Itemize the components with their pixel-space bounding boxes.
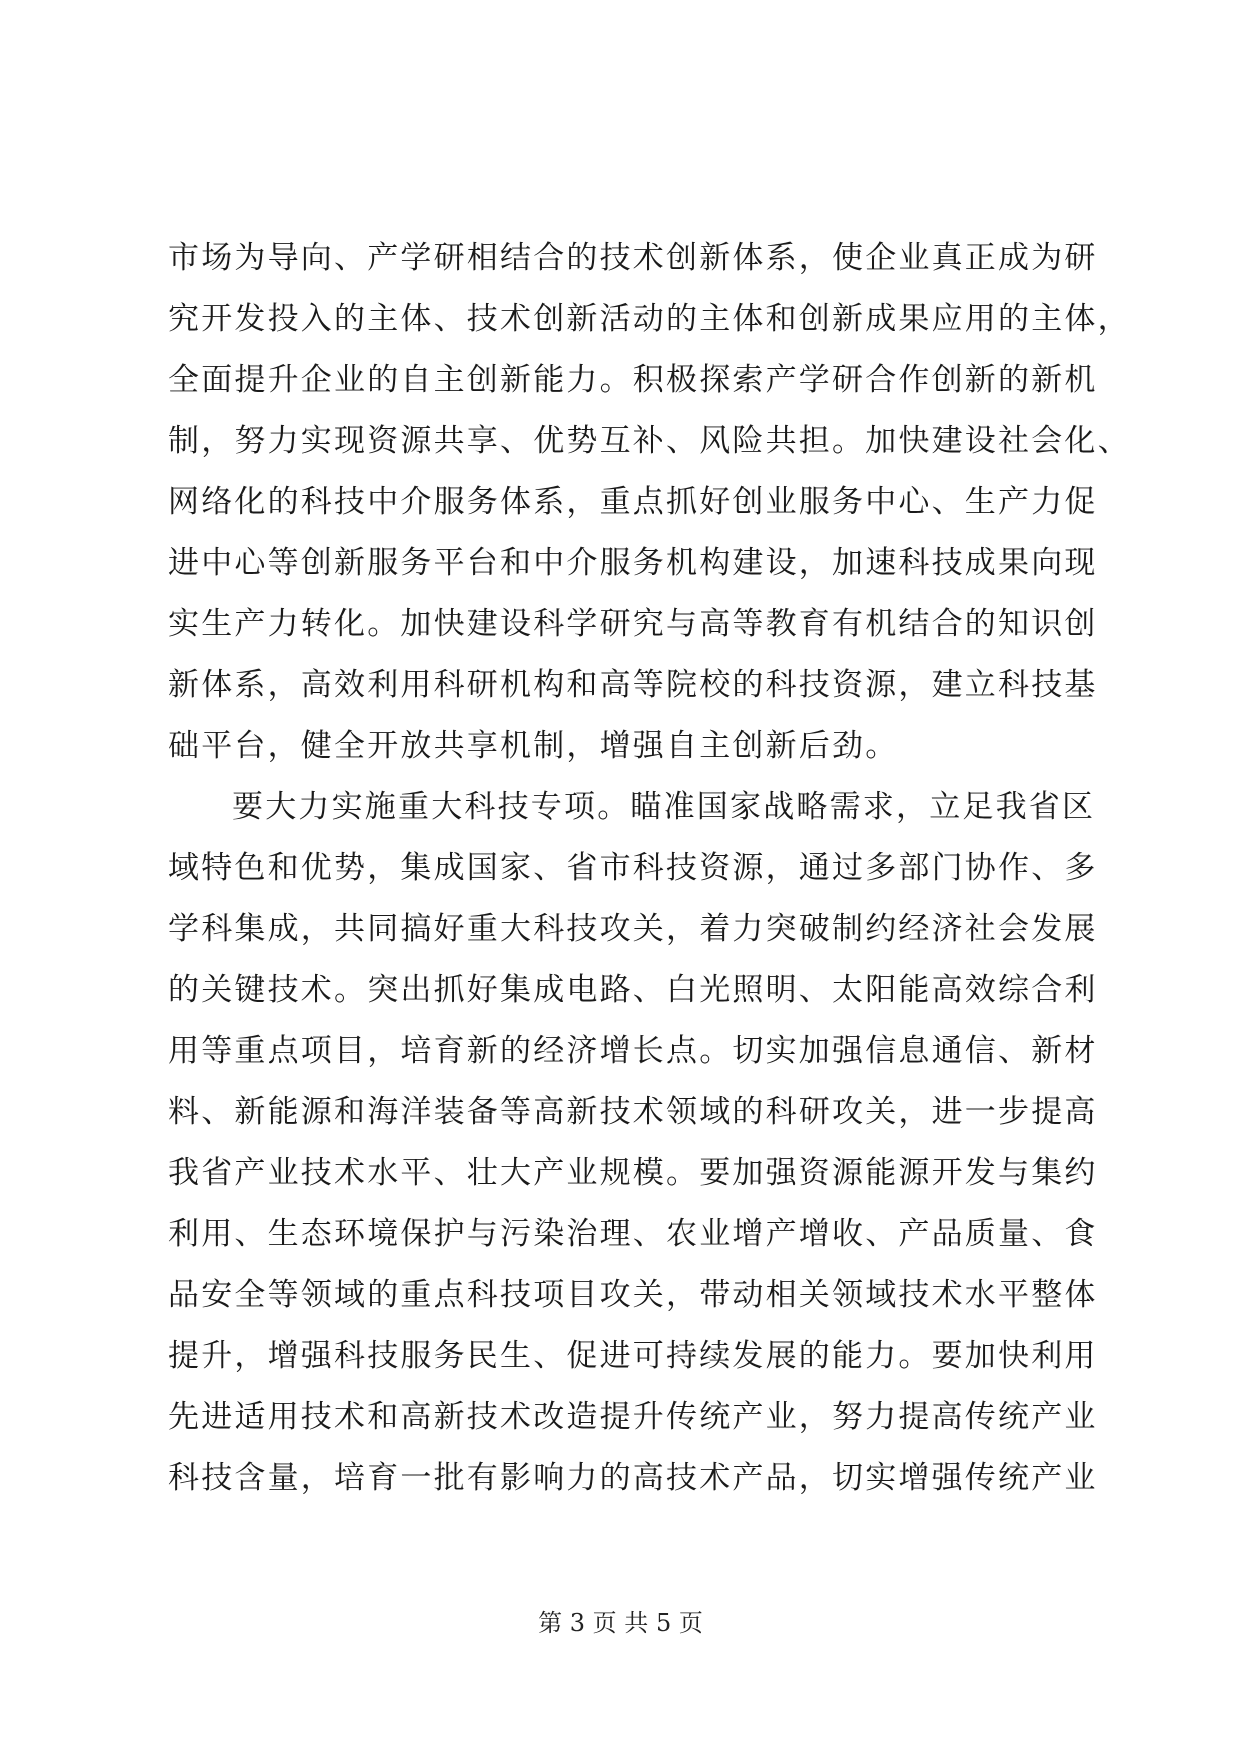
body-text-line: 新体系，高效利用科研机构和高等院校的科技资源，建立科技基 (168, 667, 1098, 703)
body-text-line: 利用、生态环境保护与污染治理、农业增产增收、产品质量、食 (168, 1216, 1098, 1252)
body-text-line: 提升，增强科技服务民生、促进可持续发展的能力。要加快利用 (168, 1338, 1098, 1374)
body-text-line: 市场为导向、产学研相结合的技术创新体系，使企业真正成为研 (168, 240, 1098, 276)
body-text-line: 究开发投入的主体、技术创新活动的主体和创新成果应用的主体， (168, 301, 1131, 337)
page-number-footer: 第 3 页 共 5 页 (538, 1609, 703, 1637)
body-text-line: 先进适用技术和高新技术改造提升传统产业，努力提高传统产业 (168, 1399, 1098, 1435)
body-text-line: 料、新能源和海洋装备等高新技术领域的科研攻关，进一步提高 (168, 1094, 1098, 1130)
body-text-line: 进中心等创新服务平台和中介服务机构建设，加速科技成果向现 (168, 545, 1098, 581)
body-text-line: 实生产力转化。加快建设科学研究与高等教育有机结合的知识创 (168, 606, 1098, 642)
paragraph-first-line: 要大力实施重大科技专项。瞄准国家战略需求，立足我省区 (232, 789, 1096, 825)
body-text-line: 的关键技术。突出抓好集成电路、白光照明、太阳能高效综合利 (168, 972, 1098, 1008)
body-text-line: 品安全等领域的重点科技项目攻关，带动相关领域技术水平整体 (168, 1277, 1098, 1313)
body-text-line: 网络化的科技中介服务体系，重点抓好创业服务中心、生产力促 (168, 484, 1098, 520)
body-text-line: 全面提升企业的自主创新能力。积极探索产学研合作创新的新机 (168, 362, 1098, 398)
body-text-line: 制，努力实现资源共享、优势互补、风险共担。加快建设社会化、 (168, 423, 1131, 459)
body-text-line: 础平台，健全开放共享机制，增强自主创新后劲。 (168, 728, 899, 764)
body-text-line: 科技含量，培育一批有影响力的高技术产品，切实增强传统产业 (168, 1460, 1098, 1496)
body-text-line: 学科集成，共同搞好重大科技攻关，着力突破制约经济社会发展 (168, 911, 1098, 947)
body-text-line: 用等重点项目，培育新的经济增长点。切实加强信息通信、新材 (168, 1033, 1098, 1069)
body-text-line: 我省产业技术水平、壮大产业规模。要加强资源能源开发与集约 (168, 1155, 1098, 1191)
body-text-line: 域特色和优势，集成国家、省市科技资源，通过多部门协作、多 (168, 850, 1098, 886)
